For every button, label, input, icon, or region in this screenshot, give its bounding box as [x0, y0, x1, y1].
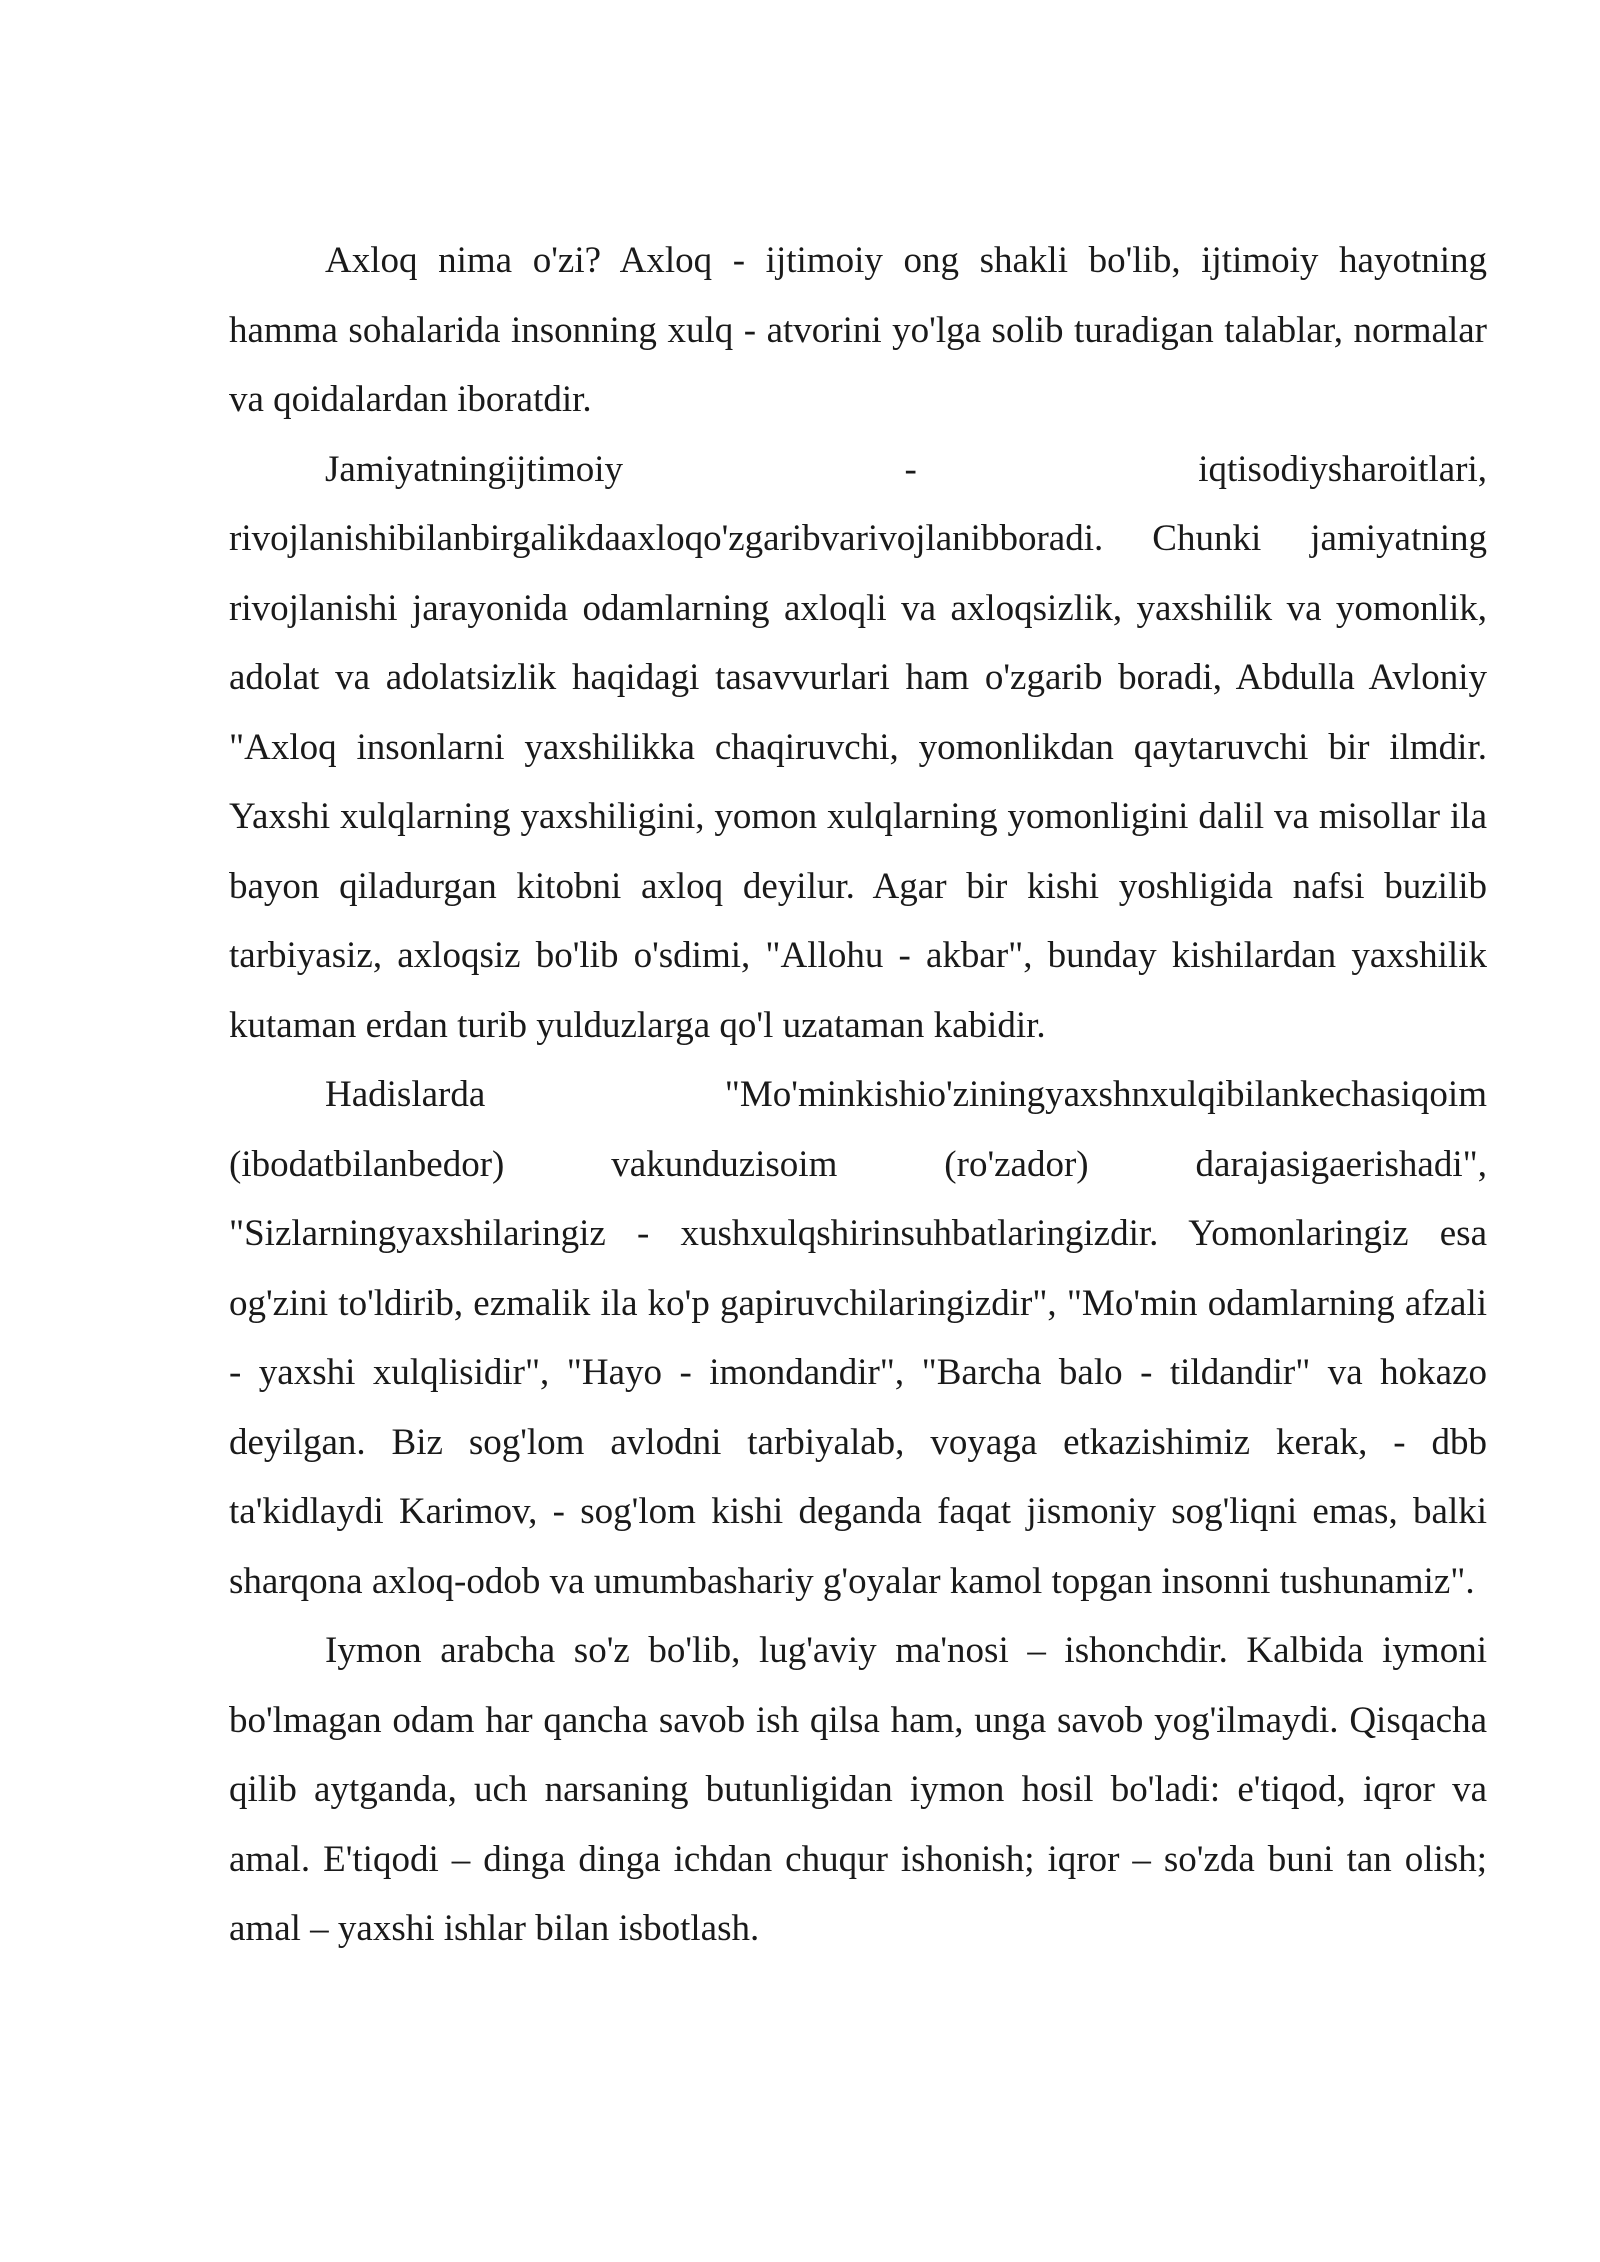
paragraph-jamiyat-axloq: Jamiyatningijtimoiy - iqtisodiysharoitlari, rivojlanishibilanbirgalikdaaxloqo'zgaribvarivojlanibboradi. Chunki jamiyatning rivojlanishi jarayonida odamlarning axloqli va axloqsizlik, yaxshilik va yomonlik, adolat va adolatsizlik haqidagi tasavvurlari ham o'zgarib boradi, Abdulla Avloniy "Axloq insonlarni yaxshilikka chaqiruvchi, yomonlikdan qaytaruvchi bir ilmdir. Yaxshi xulqlarning yaxshiligini, yomon xulqlarning yomonligini dalil va misollar ila bayon qiladurgan kitobni axloq deyilur. Agar bir kishi yoshligida nafsi buzilib tarbiyasiz, axloqsiz bo'lib o'sdimi, "Allohu - akbar", bunday kishilardan yaxshilik kutaman erdan turib yulduzlarga qo'l uzataman kabidir.	[229, 448, 1487, 1046]
paragraph-hadislar: Hadislarda "Mo'minkishio'ziningyaxshnxulqibilankechasiqoim (ibodatbilanbedor) vakunduzisoim (ro'zador) darajasigaerishadi", "Sizlarningyaxshilaringiz - xushxulqshirinsuhbatlaringizdir. Yomonlaringiz esa og'zini to'ldirib, ezmalik ila ko'p gapiruvchilaringizdir", "Mo'min odamlarning afzali - yaxshi xulqlisidir", "Hayo - imondandir", "Barcha balo - tildandir" va hokazo deyilgan. Biz sog'lom avlodni tarbiyalab, voyaga etkazishimiz kerak, - dbb ta'kidlaydi Karimov, - sog'lom kishi deganda faqat jismoniy sog'liqni emas, balki sharqona axloq-odob va umumbashariy g'oyalar kamol topgan insonni tushunamiz".	[229, 1074, 1487, 1602]
document-body	[229, 226, 1487, 1964]
paragraph-axloq-definition: Axloq nima o'zi? Axloq - ijtimoiy ong shakli bo'lib, ijtimoiy hayotning hamma sohalarida insonning xulq - atvorini yo'lga solib turadigan talablar, normalar va qoidalardan iboratdir.	[229, 240, 1487, 420]
paragraph-iymon: Iymon arabcha so'z bo'lib, lug'aviy ma'nosi – ishonchdir. Kalbida iymoni bo'lmagan odam har qancha savob ish qilsa ham, unga savob yog'ilmaydi. Qisqacha qilib aytganda, uch narsaning butunligidan iymon hosil bo'ladi: e'tiqod, iqror va amal. E'tiqodi – dinga dinga ichdan chuqur ishonish; iqror – so'zda buni tan olish; amal – yaxshi ishlar bilan isbotlash.	[229, 1630, 1487, 1949]
